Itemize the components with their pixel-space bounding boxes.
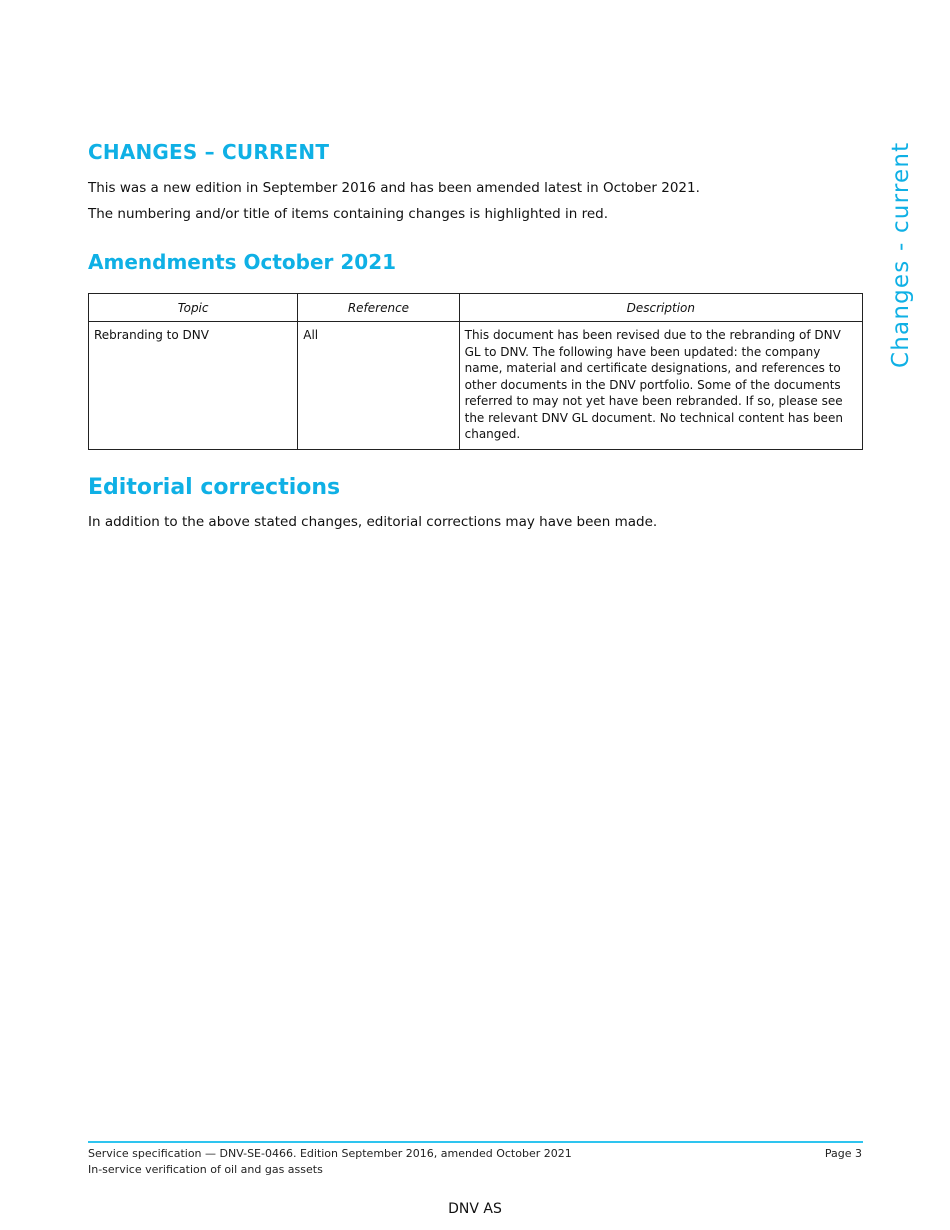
footer-subtitle-line: In-service verification of oil and gas assets — [88, 1163, 323, 1176]
column-header-topic: Topic — [89, 294, 298, 322]
amendments-heading: Amendments October 2021 — [88, 250, 397, 274]
cell-topic: Rebranding to DNV — [89, 322, 298, 450]
editorial-heading: Editorial corrections — [88, 475, 341, 500]
page-title: CHANGES – CURRENT — [88, 140, 330, 164]
publisher-name: DNV AS — [448, 1201, 502, 1217]
page-number: Page 3 — [824, 1147, 862, 1160]
table-header-row — [89, 294, 863, 322]
footer-divider — [88, 1141, 863, 1143]
cell-reference: All — [298, 322, 459, 450]
column-header-description: Description — [459, 294, 862, 322]
cell-description: This document has been revised due to the rebranding of DNV GL to DNV. The following have been updated: the company name, material and certificate designations, and references to other documents in the DNV portfolio. Some of the documents referred to may not yet have been rebranded. If so, please see the relevant DNV GL document. No technical content has been changed. — [459, 322, 862, 450]
table-row — [89, 322, 863, 450]
editorial-paragraph: In addition to the above stated changes, editorial corrections may have been made. — [88, 514, 658, 530]
side-tab-label: Changes - current — [888, 141, 914, 368]
amendments-table — [88, 293, 863, 450]
intro-paragraph-1: This was a new edition in September 2016 and has been amended latest in October 2021. — [88, 180, 700, 196]
column-header-reference: Reference — [298, 294, 459, 322]
footer-document-line: Service specification — DNV-SE-0466. Edition September 2016, amended October 2021 — [88, 1147, 572, 1160]
intro-paragraph-2: The numbering and/or title of items containing changes is highlighted in red. — [88, 206, 609, 222]
